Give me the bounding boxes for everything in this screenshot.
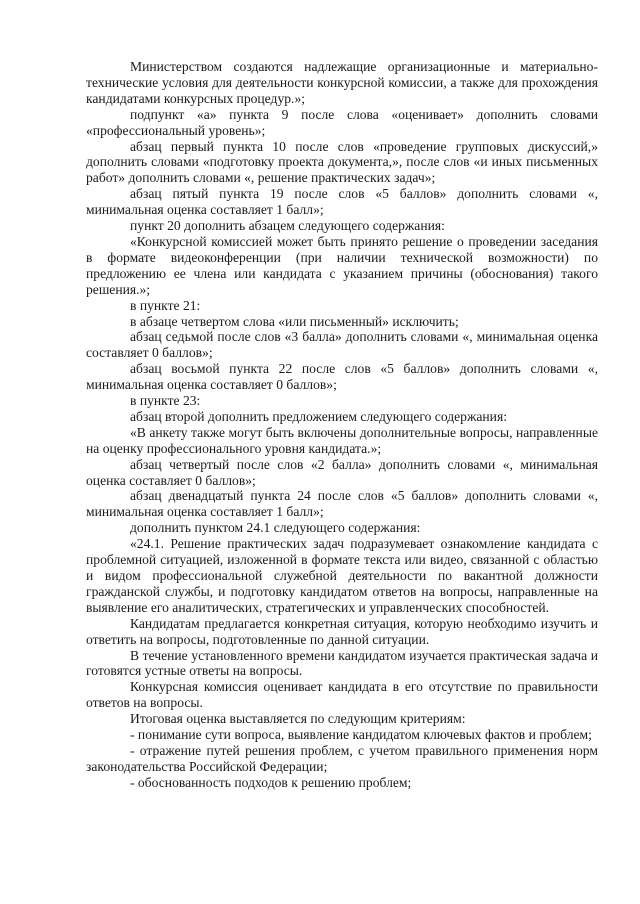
paragraph: «Конкурсной комиссией может быть принято решение о проведении заседания в формате видеоконференции (при наличии технической возможности) по предложению ее члена или кандидата с указанием причины (обоснования) такого решения.»; xyxy=(86,233,598,297)
paragraph: в пункте 21: xyxy=(130,297,201,313)
paragraph: Итоговая оценка выставляется по следующим критериям: xyxy=(130,711,466,727)
paragraph: Кандидатам предлагается конкретная ситуация, которую необходимо изучить и ответить на вопросы, подготовленные по данной ситуации. xyxy=(86,615,598,647)
paragraph: «24.1. Решение практических задач подразумевает ознакомление кандидата с проблемной ситуацией, изложенной в формате текста или видео, связанной с областью и видом профессиональной служебной деятельности по вакантной должности гражданской службы, и подготовку кандидатом ответов на вопросы, направленные на выявление его аналитических, стратегических и управленческих способностей. xyxy=(86,536,598,615)
paragraph: пункт 20 дополнить абзацем следующего содержания: xyxy=(130,218,445,234)
paragraph: В течение установленного времени кандидатом изучается практическая задача и готовятся устные ответы на вопросы. xyxy=(86,647,598,679)
paragraph: Министерством создаются надлежащие организационные и материально-технические условия для деятельности конкурсной комиссии, а также для прохождения кандидатами конкурсных процедур.»; xyxy=(86,59,598,106)
paragraph: дополнить пунктом 24.1 следующего содержания: xyxy=(130,520,421,536)
paragraph: подпункт «а» пункта 9 после слова «оценивает» дополнить словами «профессиональный уровень»; xyxy=(86,106,598,138)
paragraph: в пункте 23: xyxy=(130,393,201,409)
paragraph: «В анкету также могут быть включены дополнительные вопросы, направленные на оценку профессионального уровня кандидата.»; xyxy=(86,424,598,456)
document-page xyxy=(86,59,598,791)
paragraph: абзац второй дополнить предложением следующего содержания: xyxy=(130,408,507,424)
paragraph: абзац четвертый после слов «2 балла» дополнить словами «, минимальная оценка составляет 0 баллов»; xyxy=(86,456,598,488)
paragraph: абзац восьмой пункта 22 после слов «5 баллов» дополнить словами «, минимальная оценка составляет 0 баллов»; xyxy=(86,361,598,393)
paragraph: в абзаце четвертом слова «или письменный» исключить; xyxy=(130,313,459,329)
paragraph: - понимание сути вопроса, выявление кандидатом ключевых фактов и проблем; xyxy=(130,727,592,743)
paragraph: абзац первый пункта 10 после слов «проведение групповых дискуссий,» дополнить словами «подготовку проекта документа,», после слов «и иных письменных работ» дополнить словами «, решение практических задач»; xyxy=(86,138,598,186)
paragraph: - отражение путей решения проблем, с учетом правильного применения норм законодательства Российской Федерации; xyxy=(86,742,598,774)
paragraph: - обоснованность подходов к решению проблем; xyxy=(130,774,412,790)
paragraph: абзац пятый пункта 19 после слов «5 баллов» дополнить словами «, минимальная оценка составляет 1 балл»; xyxy=(86,186,598,218)
paragraph: абзац двенадцатый пункта 24 после слов «5 баллов» дополнить словами «, минимальная оценка составляет 1 балл»; xyxy=(86,488,598,520)
paragraph: абзац седьмой после слов «3 балла» дополнить словами «, минимальная оценка составляет 0 баллов»; xyxy=(86,329,598,361)
paragraph: Конкурсная комиссия оценивает кандидата в его отсутствие по правильности ответов на вопросы. xyxy=(86,679,598,711)
